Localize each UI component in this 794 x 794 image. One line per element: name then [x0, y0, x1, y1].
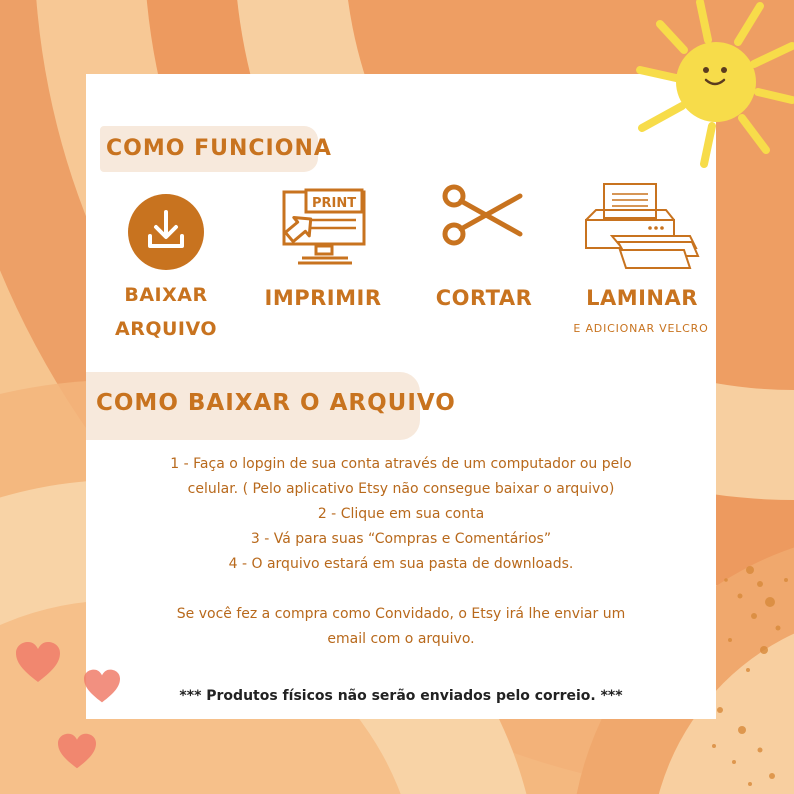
step-label-arquivo: ARQUIVO [114, 318, 217, 340]
download-icon [126, 192, 206, 272]
info-card [86, 74, 716, 719]
instruction-line: 4 - O arquivo estará em sua pasta de downloads. [228, 556, 574, 572]
step-label-laminar: LAMINAR [586, 286, 698, 310]
instruction-line: 1 - Faça o lopgin de sua conta através de um computador ou pelo [170, 456, 632, 472]
heart-icon [82, 668, 122, 704]
guest-note-line: email com o arquivo. [327, 631, 475, 647]
heart-icon [14, 640, 62, 684]
step-label-cortar: CORTAR [435, 286, 533, 310]
scissors-icon [442, 184, 526, 246]
laminator-icon [582, 180, 700, 272]
print-monitor-icon [276, 186, 372, 266]
section-title-como-funciona: COMO FUNCIONA [106, 136, 332, 161]
print-icon-text: PRINT [311, 196, 357, 211]
sun-icon [620, 0, 794, 170]
instruction-line: 2 - Clique em sua conta [317, 506, 485, 522]
heart-icon [56, 732, 98, 770]
step-label-imprimir: IMPRIMIR [264, 286, 382, 310]
guest-note-line: Se você fez a compra como Convidado, o Etsy irá lhe enviar um [176, 606, 626, 622]
instructions-text [86, 452, 716, 652]
footer-note: *** Produtos físicos não serão enviados pelo correio. *** [179, 688, 623, 704]
paint-splatter-decoration [660, 540, 794, 794]
instruction-line: celular. ( Pelo aplicativo Etsy não consegue baixar o arquivo) [187, 481, 615, 497]
step-sub-adicionar-velcro: E ADICIONAR VELCRO [573, 322, 709, 335]
instruction-line: 3 - Vá para suas “Compras e Comentários” [250, 531, 552, 547]
step-label-baixar: BAIXAR [124, 284, 208, 306]
section-title-como-baixar: COMO BAIXAR O ARQUIVO [96, 390, 456, 416]
